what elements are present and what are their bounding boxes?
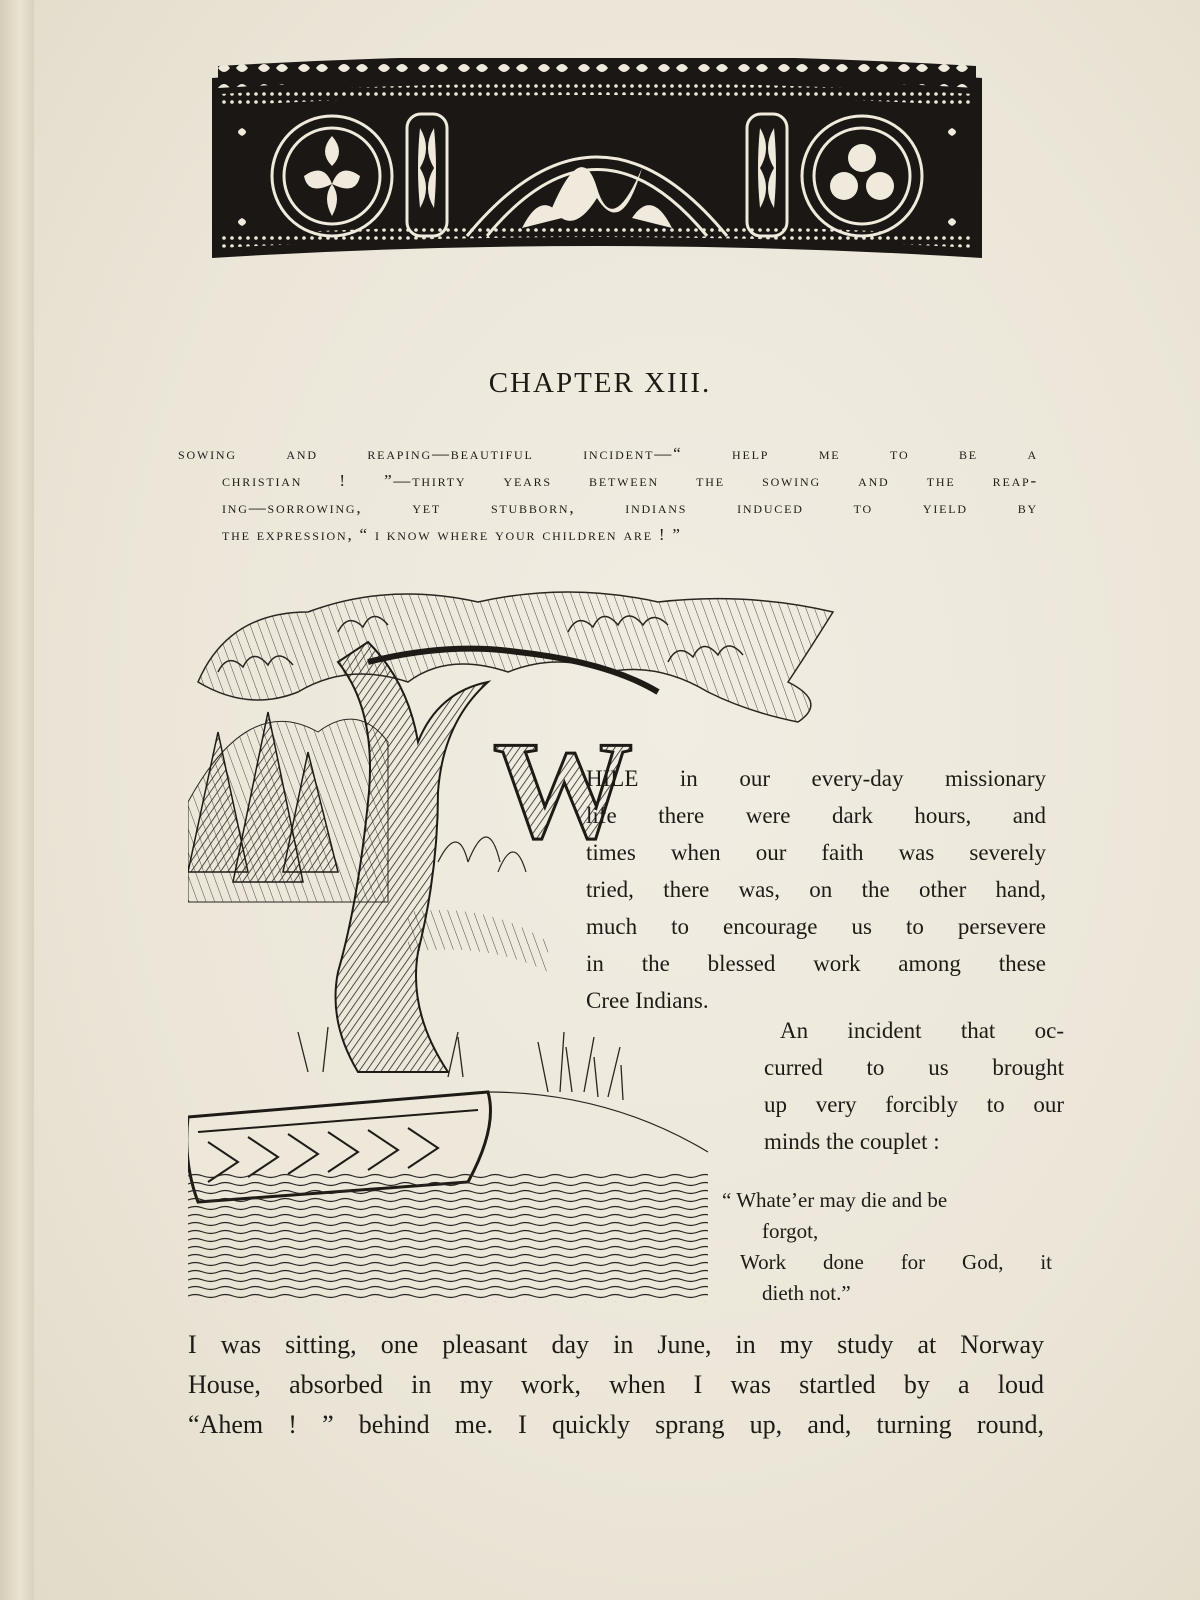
text-line: much to encourage us to persevere [586,914,1046,939]
text-line: I was sitting, one pleasant day in June, in my study at Norway [188,1330,1044,1359]
narrative-paragraph [188,1325,1044,1445]
summary-line: sowing and reaping—beautiful incident—“ help me to be a [178,444,1038,463]
summary-line: the expression, “ i know where your children are ! ” [222,525,682,544]
text-line: tried, there was, on the other hand, [586,877,1046,902]
opening-paragraph [586,760,1046,1019]
incident-paragraph [764,1012,1064,1160]
summary-line: christian ! ”—thirty years between the sowing and the reap- [222,471,1038,490]
verse-line: “ Whate’er may die and be [722,1188,948,1212]
verse-line: forgot, [762,1219,819,1243]
text-line: House, absorbed in my work, when I was startled by a loud [188,1370,1044,1399]
text-line: up very forcibly to our [764,1092,1064,1117]
page-gutter [0,0,35,1600]
chapter-title: CHAPTER XIII. [488,367,712,399]
text-line: curred to us brought [764,1055,1064,1080]
text-line: “Ahem ! ” behind me. I quickly sprang up, and, turning round, [188,1410,1044,1439]
verse-couplet [722,1185,1052,1309]
text-line: life there were dark hours, and [586,803,1046,828]
verse-line: dieth not.” [762,1281,851,1305]
text-line: An incident that oc- [780,1018,1064,1043]
text-line: Cree Indians. [586,988,709,1013]
verse-line: Work done for God, it [740,1250,1052,1274]
text-line: times when our faith was severely [586,840,1046,865]
summary-line: ing—sorrowing, yet stubborn, indians induced to yield by [222,498,1038,517]
text-line: HILE in our every-day missionary [586,766,1046,791]
drop-cap-letter: W [493,713,633,868]
text-line: minds the couplet : [764,1129,940,1154]
ornamental-headpiece-icon [212,58,982,268]
text-line: in the blessed work among these [586,951,1046,976]
chapter-summary [178,440,1038,548]
